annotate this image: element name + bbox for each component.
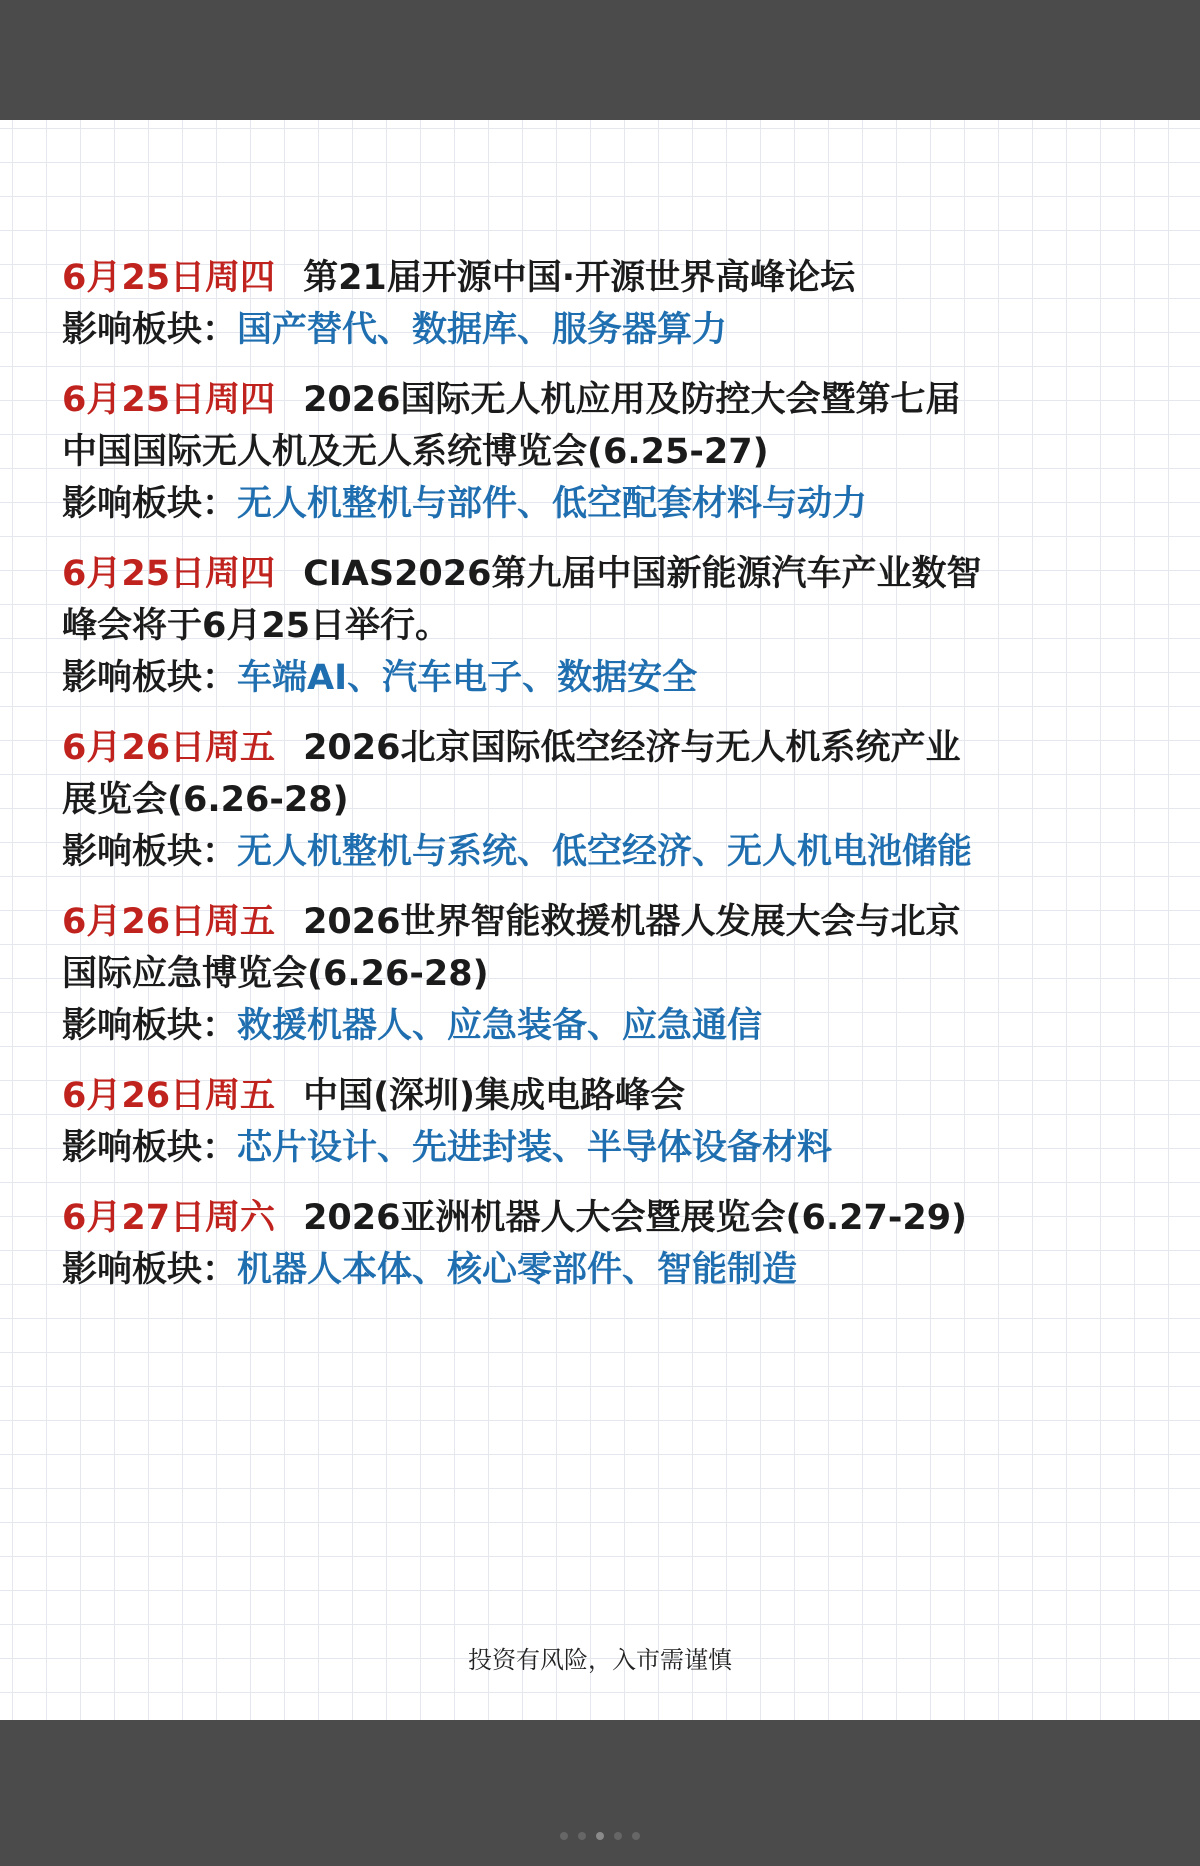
event-impact (62, 1244, 1152, 1296)
event-title-continued: 峰会将于6月25日举行。 (62, 606, 451, 646)
event-impact (62, 652, 1152, 704)
page-dot (614, 1832, 622, 1840)
impact-sectors: 国产替代、数据库、服务器算力 (237, 310, 728, 350)
bottom-frame (0, 1720, 1200, 1866)
event-impact (62, 478, 1152, 530)
impact-label: 影响板块： (62, 1128, 238, 1168)
event-item (62, 722, 1152, 878)
impact-sectors: 无人机整机与部件、低空配套材料与动力 (237, 484, 868, 524)
event-headline (62, 252, 1152, 304)
event-headline (62, 374, 1152, 426)
event-impact (62, 1000, 1152, 1052)
event-title-continued: 中国国际无人机及无人系统博览会(6.25-27) (62, 432, 769, 472)
event-headline (62, 548, 1152, 600)
event-item (62, 374, 1152, 530)
event-list (62, 252, 1152, 1314)
event-title: 第21届开源中国·开源世界高峰论坛 (303, 258, 856, 298)
event-title: 中国(深圳)集成电路峰会 (303, 1076, 686, 1116)
content-sheet (0, 120, 1200, 1720)
event-headline (62, 722, 1152, 774)
event-item (62, 896, 1152, 1052)
impact-label: 影响板块： (62, 832, 238, 872)
event-date: 6月25日周四 (62, 258, 276, 298)
impact-sectors: 车端AI、汽车电子、数据安全 (237, 658, 698, 698)
event-date: 6月27日周六 (62, 1198, 276, 1238)
risk-disclaimer: 投资有风险，入市需谨慎 (468, 1646, 732, 1674)
page-dot (632, 1832, 640, 1840)
page-indicator (0, 1832, 1200, 1840)
event-impact (62, 1122, 1152, 1174)
event-title: 2026国际无人机应用及防控大会暨第七届 (303, 380, 961, 420)
impact-label: 影响板块： (62, 1250, 238, 1290)
impact-label: 影响板块： (62, 1006, 238, 1046)
impact-label: 影响板块： (62, 658, 238, 698)
event-date: 6月25日周四 (62, 554, 276, 594)
event-title-continued: 国际应急博览会(6.26-28) (62, 954, 489, 994)
event-date: 6月26日周五 (62, 728, 276, 768)
event-title: 2026亚洲机器人大会暨展览会(6.27-29) (303, 1198, 968, 1238)
event-headline (62, 1192, 1152, 1244)
impact-sectors: 救援机器人、应急装备、应急通信 (237, 1006, 763, 1046)
event-date: 6月26日周五 (62, 1076, 276, 1116)
event-headline (62, 896, 1152, 948)
event-headline (62, 1070, 1152, 1122)
event-item (62, 548, 1152, 704)
impact-sectors: 机器人本体、核心零部件、智能制造 (237, 1250, 798, 1290)
impact-label: 影响板块： (62, 484, 238, 524)
page-dot (560, 1832, 568, 1840)
page-dot-active (596, 1832, 604, 1840)
event-date: 6月25日周四 (62, 380, 276, 420)
event-title: 2026世界智能救援机器人发展大会与北京 (303, 902, 961, 942)
event-impact (62, 826, 1152, 878)
impact-sectors: 无人机整机与系统、低空经济、无人机电池储能 (237, 832, 973, 872)
impact-sectors: 芯片设计、先进封装、半导体设备材料 (237, 1128, 833, 1168)
event-title: CIAS2026第九届中国新能源汽车产业数智 (303, 554, 982, 594)
event-impact (62, 304, 1152, 356)
event-item (62, 1070, 1152, 1174)
event-date: 6月26日周五 (62, 902, 276, 942)
top-frame (0, 0, 1200, 120)
impact-label: 影响板块： (62, 310, 238, 350)
event-title: 2026北京国际低空经济与无人机系统产业 (303, 728, 961, 768)
page-dot (578, 1832, 586, 1840)
event-item (62, 252, 1152, 356)
event-title-continued: 展览会(6.26-28) (62, 780, 349, 820)
event-item (62, 1192, 1152, 1296)
